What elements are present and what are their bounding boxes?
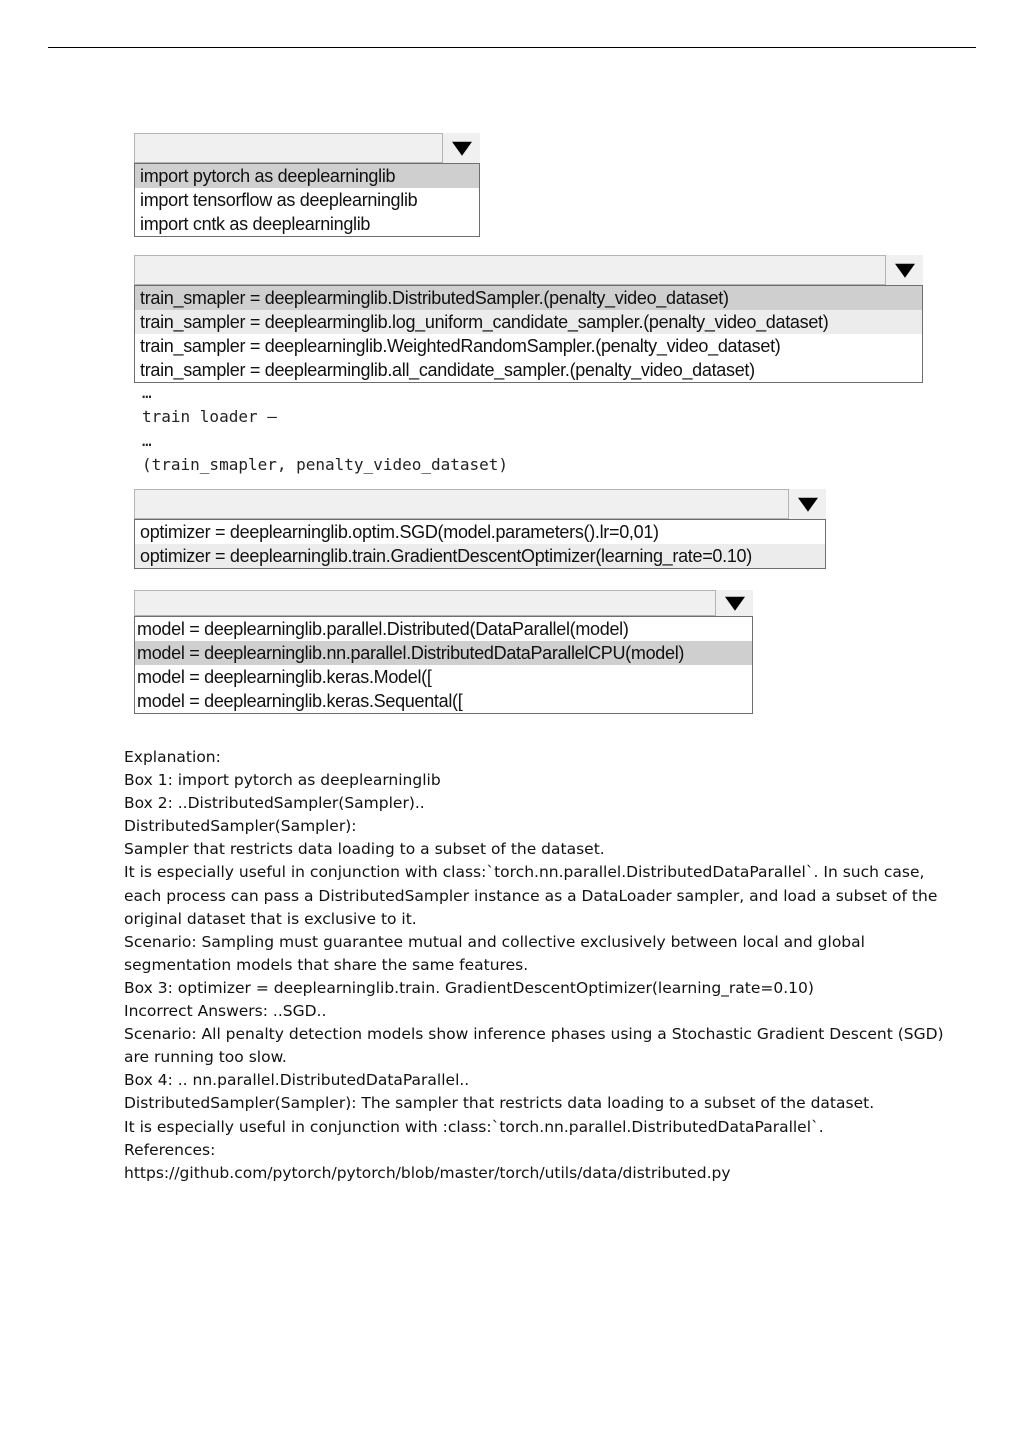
code-line: …	[142, 431, 152, 450]
dropdown-2-option[interactable]: train_sampler = deeplearminglib.all_candidate_sampler.(penalty_video_dataset)	[140, 360, 755, 380]
dropdown-4-options	[134, 616, 753, 714]
dropdown-4-option[interactable]: model = deeplearninglib.keras.Sequental([	[137, 691, 463, 711]
dropdown-2-option[interactable]: train_smapler = deeplearminglib.DistributedSampler.(penalty_video_dataset)	[135, 286, 922, 310]
explanation-line: Box 3: optimizer = deeplearninglib.train. GradientDescentOptimizer(learning_rate=0.10)	[124, 978, 814, 997]
explanation-line: Scenario: Sampling must guarantee mutual and collective exclusively between local and global segmentation models that share the same features.	[124, 932, 865, 974]
explanation-section	[124, 746, 944, 1185]
explanation-line: Incorrect Answers: ..SGD..	[124, 1002, 327, 1021]
dropdown-3-select[interactable]	[134, 489, 826, 519]
dropdown-2-option[interactable]: train_sampler = deeplearminglib.log_uniform_candidate_sampler.(penalty_video_dataset)	[135, 310, 922, 334]
dropdown-4-option[interactable]: model = deeplearninglib.keras.Model([	[137, 667, 432, 687]
explanation-line: Box 1: import pytorch as deeplearninglib	[124, 771, 441, 790]
dropdown-2-select[interactable]	[134, 255, 923, 285]
dropdown-1-option[interactable]: import tensorflow as deeplearninglib	[140, 190, 418, 210]
dropdown-1-option[interactable]: import cntk as deeplearninglib	[140, 214, 371, 234]
explanation-line: It is especially useful in conjunction with class:`torch.nn.parallel.DistributedDataParallel`. In such case, each process can pass a DistributedSampler instance as a DataLoader sampler, and load a subset of the original dataset that is exclusive to it.	[124, 863, 938, 928]
dropdown-3-option[interactable]: optimizer = deeplearninglib.train.GradientDescentOptimizer(learning_rate=0.10)	[135, 544, 825, 568]
dropdown-2-options	[134, 285, 923, 383]
dropdown-2-option[interactable]: train_sampler = deeplearninglib.WeightedRandomSampler.(penalty_video_dataset)	[140, 336, 781, 356]
explanation-line: DistributedSampler(Sampler): The sampler that restricts data loading to a subset of the dataset.	[124, 1094, 875, 1113]
dropdown-box-2	[134, 255, 923, 383]
code-line: (train_smapler, penalty_video_dataset)	[142, 455, 509, 474]
dropdown-3-option[interactable]: optimizer = deeplearninglib.optim.SGD(model.parameters().lr=0,01)	[140, 522, 659, 542]
dropdown-1-option[interactable]: import pytorch as deeplearninglib	[135, 164, 479, 188]
dropdown-box-3	[134, 489, 826, 572]
code-line: train loader –	[142, 407, 277, 426]
explanation-line: DistributedSampler(Sampler):	[124, 817, 357, 836]
dropdown-box-1	[134, 133, 480, 241]
chevron-down-icon[interactable]	[442, 133, 480, 163]
explanation-line: Sampler that restricts data loading to a subset of the dataset.	[124, 840, 605, 859]
code-line: …	[142, 383, 152, 402]
dropdown-4-select[interactable]	[134, 590, 753, 616]
header-rule	[48, 47, 976, 48]
explanation-line: Box 2: ..DistributedSampler(Sampler)..	[124, 794, 425, 813]
explanation-line: It is especially useful in conjunction with :class:`torch.nn.parallel.DistributedDataParallel`.	[124, 1117, 824, 1136]
chevron-down-icon[interactable]	[885, 255, 923, 285]
dropdown-1-select[interactable]	[134, 133, 480, 163]
chevron-down-icon[interactable]	[788, 489, 826, 519]
dropdown-4-option[interactable]: model = deeplearninglib.parallel.Distributed(DataParallel(model)	[137, 619, 629, 639]
explanation-line: Scenario: All penalty detection models show inference phases using a Stochastic Gradient Descent (SGD) are running too slow.	[124, 1025, 944, 1067]
dropdown-3-options	[134, 519, 826, 569]
dropdown-box-4	[134, 590, 753, 713]
references-heading: References:	[124, 1140, 216, 1159]
dropdown-1-options	[134, 163, 480, 237]
dropdown-4-option[interactable]: model = deeplearninglib.nn.parallel.DistributedDataParallelCPU(model)	[135, 641, 752, 665]
reference-link[interactable]: https://github.com/pytorch/pytorch/blob/master/torch/utils/data/distributed.py	[124, 1163, 731, 1182]
chevron-down-icon[interactable]	[715, 590, 753, 616]
explanation-line: Box 4: .. nn.parallel.DistributedDataParallel..	[124, 1071, 470, 1090]
explanation-heading: Explanation:	[124, 748, 221, 766]
